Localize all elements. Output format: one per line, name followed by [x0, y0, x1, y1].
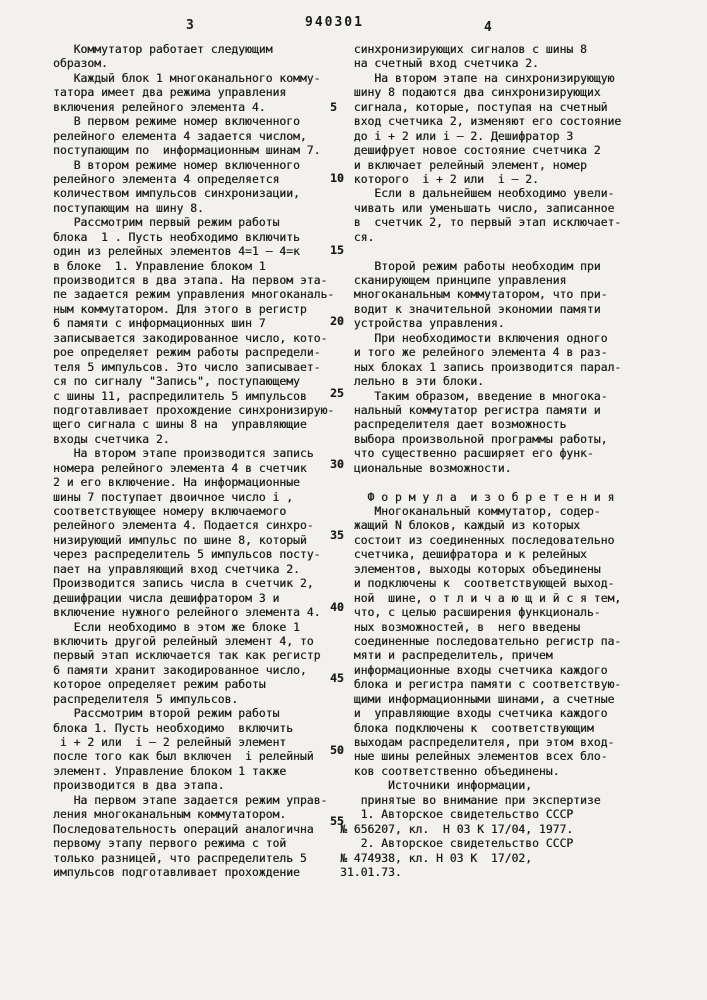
text-line: принятые во внимание при экспертизе: [340, 792, 601, 807]
text-line: ся.: [340, 229, 375, 244]
text-line: сканирующем принципе управления: [340, 273, 567, 287]
page-number-right: 4: [484, 20, 493, 35]
text-line: жащий N блоков, каждый из которых: [340, 518, 581, 533]
text-line: распределителя дает возможность: [340, 417, 567, 432]
text-line: в блоке 1. Управление блоком 1: [53, 258, 266, 273]
text-line: только разницей, что распределитель 5: [53, 850, 307, 865]
text-line: релейного элемента 4. Подается синхро-: [53, 518, 314, 533]
text-line: сигнала, которые, поступая на счетный: [340, 99, 608, 114]
text-line: блока 1. Пусть необходимо включить: [53, 720, 294, 735]
line-number: 5: [330, 100, 337, 114]
text-line: В первом режиме номер включенного: [53, 114, 300, 129]
text-line: релейного елемента 4 задается числом,: [53, 128, 307, 143]
text-line: Многоканальный коммутатор, содер-: [340, 504, 601, 518]
text-line: В втором режиме номер включенного: [53, 157, 300, 172]
text-line: элементов, выходы которых объединены: [340, 561, 601, 576]
text-line: 6 памяти с информационных шин 7: [53, 316, 266, 331]
text-line: Таким образом, введение в многока-: [340, 388, 608, 403]
line-number: 40: [330, 599, 344, 614]
text-line: Последовательность операций аналогична: [53, 821, 314, 836]
text-line: циональные возможности.: [340, 460, 512, 475]
line-number: 25: [330, 385, 344, 400]
text-line: татора имеет два режима управления: [53, 85, 287, 100]
text-line: устройства управления.: [340, 316, 505, 331]
text-line: включение нужного релейного элемента 4.: [53, 605, 321, 620]
page-number-left: 3: [186, 18, 195, 33]
text-line: водит к значительной экономии памяти: [340, 301, 601, 316]
text-line: и включает релейный элемент, номер: [340, 157, 587, 172]
text-line: номера релейного элемента 4 в счетчик: [53, 460, 307, 475]
text-line: что, с целью расширения функциональ-: [340, 605, 601, 620]
text-line: синхронизирующих сигналов с шины 8: [340, 42, 587, 56]
text-line: 6 памяти хранит закодированное число,: [53, 662, 307, 677]
text-line: счетчика, дешифратора и к релейных: [340, 547, 587, 562]
text-line: теля 5 импульсов. Это число записывает-: [53, 359, 321, 374]
text-line: многоканальным коммутатором, что при-: [340, 287, 608, 302]
text-line: соответствующее номеру включаемого: [53, 504, 287, 518]
text-line: первому этапу первого режима с той: [53, 836, 287, 851]
text-line: на счетный вход счетчика 2.: [340, 56, 539, 71]
text-line: Коммутатор работает следующим: [53, 42, 273, 56]
text-line: поступающим по информационным шинам 7.: [53, 143, 321, 158]
text-line: щего сигнала с шины 8 на управляющие: [53, 417, 307, 432]
text-line: [340, 244, 660, 258]
text-line: низирующий импульс по шине 8, который: [53, 532, 307, 547]
text-line: Производится запись числа в счетчик 2,: [53, 576, 314, 591]
text-line: которое определяет режим работы: [53, 677, 266, 692]
text-line: рое определяет режим работы распредели-: [53, 345, 321, 360]
text-line: Каждый блок 1 многоканального комму-: [53, 70, 321, 85]
text-line: Второй режим работы необходим при: [340, 258, 601, 273]
text-line: нальный коммутатор регистра памяти и: [340, 402, 601, 417]
text-line: выбора произвольной программы работы,: [340, 431, 608, 446]
page-header: [0, 15, 707, 37]
text-line: состоит из соединенных последовательно: [340, 532, 615, 547]
text-line: 31.01.73.: [340, 864, 402, 879]
text-line: записывается закодированное число, кото-: [53, 330, 328, 345]
text-line: При необходимости включения одного: [340, 330, 608, 345]
text-line: дешифрует новое состояние счетчика 2: [340, 143, 601, 158]
text-line: 2 и его включение. На информационные: [53, 475, 300, 490]
text-line: до i + 2 или i – 2. Дешифратор 3: [340, 128, 574, 143]
text-line: Рассмотрим второй режим работы: [53, 706, 280, 721]
text-line: которого i + 2 или i – 2.: [340, 171, 539, 186]
text-line: ной шине, о т л и ч а ю щ и й с я тем,: [340, 590, 622, 605]
text-line: количеством импульсов синхронизации,: [53, 186, 300, 201]
text-line: Ф о р м у л а и з о б р е т е н и я: [340, 489, 615, 504]
text-line: ных блоках 1 запись производится парал-: [340, 359, 622, 374]
text-line: лельно в эти блоки.: [340, 374, 485, 389]
text-line: На втором этапе производится запись: [53, 446, 314, 461]
text-line: включения релейного элемента 4.: [53, 99, 266, 114]
text-line: ления многоканальным коммутатором.: [53, 807, 287, 822]
text-line: i + 2 или i – 2 релейный элемент: [53, 735, 287, 749]
text-line: ков соответственно объединены.: [340, 763, 560, 778]
text-line: [340, 475, 660, 489]
text-line: импульсов подготавливает прохождение: [53, 864, 300, 879]
text-line: чивать или уменьшать число, записанное: [340, 200, 615, 215]
text-line: блока и регистра памяти с соответствую-: [340, 677, 622, 692]
text-line: после того как был включен i релейный: [53, 749, 314, 764]
text-line: производится в два этапа.: [53, 778, 225, 793]
text-line: Если в дальнейшем необходимо увели-: [340, 186, 615, 201]
text-line: образом.: [53, 56, 108, 71]
text-line: один из релейных элементов 4=1 – 4=к: [53, 244, 300, 259]
line-number: 15: [330, 242, 344, 257]
text-line: пает на управляющий вход счетчика 2.: [53, 561, 300, 576]
text-line: 2. Авторское свидетельство СССР: [340, 836, 574, 851]
text-line: включить другой релейный элемент 4, то: [53, 633, 314, 648]
text-line: и подключены к соответствующей выход-: [340, 576, 615, 591]
text-line: На втором этапе на синхронизирующую: [340, 70, 615, 85]
text-line: мяти и распределитель, причем: [340, 648, 553, 663]
line-number: 45: [330, 671, 344, 686]
text-line: пе задается режим управления многоканаль-: [53, 287, 335, 302]
text-line: Если необходимо в этом же блоке 1: [53, 619, 300, 634]
text-line: блока 1 . Пусть необходимо включить: [53, 229, 300, 244]
text-line: с шины 11, распредилитель 5 импульсов: [53, 388, 307, 403]
text-line: вход счетчика 2, изменяют его состояние: [340, 114, 622, 129]
text-line: элемент. Управление блоком 1 также: [53, 763, 287, 778]
text-line: соединенные последовательно регистр па-: [340, 633, 622, 648]
text-line: через распределитель 5 импульсов посту-: [53, 547, 321, 562]
text-line: Источники информации,: [340, 778, 533, 793]
text-line: и управляющие входы счетчика каждого: [340, 706, 608, 721]
line-number: 50: [330, 742, 344, 757]
text-line: в счетчик 2, то первый этап исключает-: [340, 215, 622, 230]
text-line: 1. Авторское свидетельство СССР: [340, 807, 574, 822]
line-number: 55: [330, 813, 344, 828]
text-line: производится в два этапа. На первом эта-: [53, 273, 328, 287]
text-line: релейного элемента 4 определяется: [53, 171, 280, 186]
text-line: № 474938, кл. Н 03 К 17/02,: [340, 850, 533, 865]
text-line: щими информационными шинами, а счетные: [340, 691, 615, 706]
text-line: информационные входы счетчика каждого: [340, 662, 608, 677]
text-line: первый этап исключается так как регистр: [53, 648, 321, 663]
line-number: 20: [330, 314, 344, 329]
text-line: что существенно расширяет его функ-: [340, 446, 594, 461]
text-line: поступающим на шину 8.: [53, 200, 204, 215]
right-text-column: [340, 42, 660, 879]
text-line: распределителя 5 импульсов.: [53, 691, 239, 706]
text-line: шину 8 подаются два синхронизирующих: [340, 85, 601, 100]
text-line: и того же релейного элемента 4 в раз-: [340, 345, 608, 360]
text-line: На первом этапе задается режим управ-: [53, 792, 328, 807]
line-number: 10: [330, 171, 344, 186]
text-line: дешифрации числа дешифратором 3 и: [53, 590, 280, 605]
text-line: блока подключены к соответствующим: [340, 720, 594, 735]
text-line: выходам распределителя, при этом вход-: [340, 735, 615, 749]
line-number: 35: [330, 528, 344, 543]
text-line: Рассмотрим первый режим работы: [53, 215, 280, 230]
patent-number: 940301: [305, 15, 364, 30]
text-line: ных возможностей, в него введены: [340, 619, 581, 634]
text-line: ным коммутатором. Для этого в регистр: [53, 301, 307, 316]
text-line: подготавливает прохождение синхронизирую-: [53, 402, 335, 417]
line-number: 30: [330, 456, 344, 471]
text-line: ся по сигналу "Запись", поступающему: [53, 374, 300, 389]
text-line: ные шины релейных элементов всех бло-: [340, 749, 608, 764]
text-line: шины 7 поступает двоичное число i ,: [53, 489, 294, 504]
text-line: № 656207, кл. Н 03 К 17/04, 1977.: [340, 821, 574, 836]
text-line: входы счетчика 2.: [53, 431, 170, 446]
left-text-column: [53, 42, 345, 879]
